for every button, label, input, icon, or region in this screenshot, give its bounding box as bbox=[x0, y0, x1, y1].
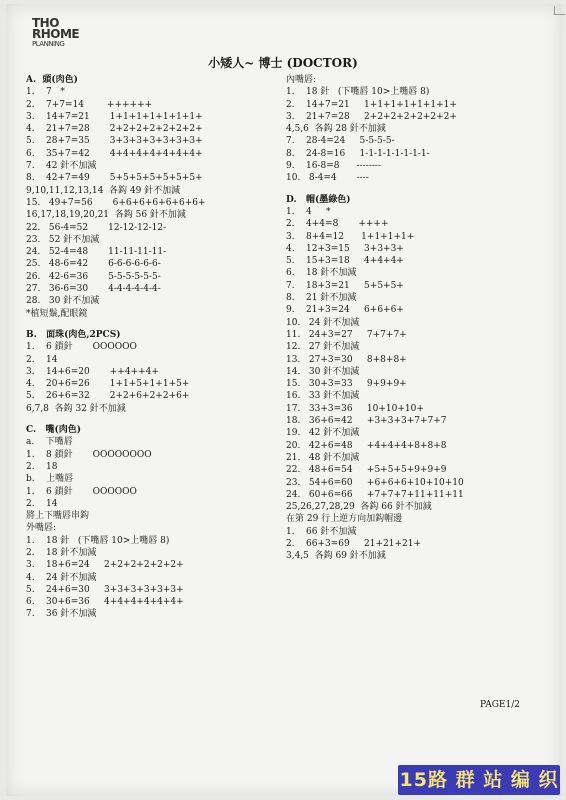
pattern-line: 16,17,18,19,20,21 各鈎 56 針不加減 bbox=[26, 210, 186, 221]
left-column bbox=[26, 74, 276, 621]
pattern-line: 8. 21 針不加減 bbox=[286, 293, 357, 304]
pattern-line: 1. 6 鎖針 OOOOOO bbox=[26, 342, 137, 353]
publisher-logo bbox=[32, 16, 80, 58]
pattern-line: 3,4,5 各鈎 69 針不加減 bbox=[286, 551, 386, 562]
pattern-line: 3. 21+7=28 2+2+2+2+2+2+2+ bbox=[286, 111, 457, 122]
pattern-line: 23. 52 針不加減 bbox=[26, 234, 100, 245]
pattern-line: 2. 4+4=8 ++++ bbox=[286, 219, 389, 230]
page-number: PAGE1/2 bbox=[480, 700, 520, 710]
pattern-line: 25,26,27,28,29 各鈎 66 針不加減 bbox=[286, 502, 432, 513]
pattern-line: 13. 27+3=30 8+8+8+ bbox=[286, 354, 407, 365]
pattern-line: 5. 28+7=35 3+3+3+3+3+3+3+ bbox=[26, 136, 203, 147]
section-heading: C. 嘴(肉色) bbox=[26, 425, 82, 436]
pattern-line: 26. 42-6=36 5-5-5-5-5-5- bbox=[26, 271, 161, 282]
pattern-line: 15. 49+7=56 6+6+6+6+6+6+6+ bbox=[26, 197, 206, 208]
pattern-line: 1. 4 * bbox=[286, 206, 331, 217]
right-column bbox=[286, 74, 536, 563]
pattern-line: 5. 15+3=18 4+4+4+ bbox=[286, 256, 404, 267]
pattern-line: 4. 21+7=28 2+2+2+2+2+2+2+ bbox=[26, 124, 203, 135]
pattern-line: a. 下嘴唇 bbox=[26, 437, 73, 448]
logo-line-2: RHOME bbox=[32, 27, 80, 41]
pattern-line: 3. 14+6=20 ++4++4+ bbox=[26, 366, 159, 377]
pattern-line: 2. 14+7=21 1+1+1+1+1+1+1+ bbox=[286, 99, 457, 110]
pattern-line: 24. 60+6=66 +7+7+7+11+11+11 bbox=[286, 489, 464, 500]
pattern-line: 12. 27 針不加減 bbox=[286, 342, 360, 353]
section-heading: B. 面珠(肉色,2PCS) bbox=[26, 329, 121, 340]
pattern-line: 16. 33 針不加減 bbox=[286, 391, 360, 402]
pattern-line: 將上下嘴唇串鈎 bbox=[26, 511, 90, 522]
pattern-line: 8. 42+7=49 5+5+5+5+5+5+5+ bbox=[26, 173, 203, 184]
pattern-line: 18. 36+6=42 +3+3+3+7+7+7 bbox=[286, 416, 447, 427]
pattern-line: 20. 42+6=48 +4+4+4+8+8+8 bbox=[286, 440, 447, 451]
pattern-line: 4. 12+3=15 3+3+3+ bbox=[286, 243, 404, 254]
pattern-line: 23. 54+6=60 +6+6+6+10+10+10 bbox=[286, 477, 464, 488]
pattern-line: 6. 30+6=36 4+4+4+4+4+4+ bbox=[26, 597, 184, 608]
pattern-line: 5. 26+6=32 2+2+6+2+2+6+ bbox=[26, 391, 190, 402]
pattern-line: 10. 24 針不加減 bbox=[286, 317, 360, 328]
pattern-line: 3. 14+7=21 1+1+1+1+1+1+1+ bbox=[26, 111, 203, 122]
pattern-line: 21. 48 針不加減 bbox=[286, 452, 360, 463]
watermark-badge: 15路 群 站 编 织 bbox=[398, 765, 560, 795]
pattern-line: 5. 24+6=30 3+3+3+3+3+3+ bbox=[26, 584, 184, 595]
pattern-line: 2. 66+3=69 21+21+21+ bbox=[286, 538, 422, 549]
pattern-line: 27. 36-6=30 4-4-4-4-4-4- bbox=[26, 284, 161, 295]
pattern-line: 19. 42 針不加減 bbox=[286, 428, 360, 439]
pattern-line: 6,7,8 各鈎 32 針不加減 bbox=[26, 403, 126, 414]
pattern-line: 在第 29 行上逆方向加鈎帽邊 bbox=[286, 514, 403, 525]
section-heading: A. 頭(肉色) bbox=[26, 75, 78, 85]
pattern-line: 7. 28-4=24 5-5-5-5- bbox=[286, 136, 395, 147]
pattern-line: 4. 20+6=26 1+1+5+1+1+5+ bbox=[26, 379, 190, 390]
pattern-line: b. 上嘴唇 bbox=[26, 474, 74, 485]
pattern-line: 1. 18 針 (下嘴唇 10>上嘴唇 8) bbox=[26, 535, 170, 546]
pattern-line: 1. 7 * bbox=[26, 87, 65, 98]
section-heading: D. 帽(墨綠色) bbox=[286, 194, 351, 205]
pattern-line: 2. 7+7=14 ++++++ bbox=[26, 99, 153, 110]
pattern-line: 22. 48+6=54 +5+5+5+9+9+9 bbox=[286, 465, 447, 476]
pattern-line: 17. 33+3=36 10+10+10+ bbox=[286, 403, 424, 414]
pattern-line: 7. 36 針不加減 bbox=[26, 609, 97, 620]
pattern-line: 14. 30 針不加減 bbox=[286, 366, 360, 377]
pattern-line: 6. 35+7=42 4+4+4+4+4+4+4+ bbox=[26, 148, 203, 159]
section-gap bbox=[26, 320, 276, 329]
pattern-line: 22. 56-4=52 12-12-12-12- bbox=[26, 222, 167, 233]
pattern-line: 1. 18 針 (下嘴唇 10>上嘴唇 8) bbox=[286, 87, 430, 98]
pattern-line: 11. 24+3=27 7+7+7+ bbox=[286, 329, 407, 340]
pattern-line: 4,5,6 各鈎 28 針不加減 bbox=[286, 124, 386, 135]
pattern-line: 外嘴唇: bbox=[26, 523, 57, 534]
pattern-line: 9,10,11,12,13,14 各鈎 49 針不加減 bbox=[26, 185, 181, 196]
page-title: 小矮人~ 博士 (DOCTOR) bbox=[208, 56, 358, 70]
pattern-line: 28. 30 針不加減 bbox=[26, 296, 100, 307]
pattern-line: 2. 14 bbox=[26, 354, 58, 365]
pattern-line: 15. 30+3=33 9+9+9+ bbox=[286, 379, 407, 390]
pattern-line: 9. 21+3=24 6+6+6+ bbox=[286, 305, 404, 316]
pattern-line: 10. 8-4=4 ---- bbox=[286, 173, 369, 184]
logo-line-3: PLANNING bbox=[32, 40, 65, 48]
pattern-line: 24. 52-4=48 11-11-11-11- bbox=[26, 247, 167, 258]
pattern-line: 6. 18 針不加減 bbox=[286, 268, 357, 279]
logo-line-1: THO bbox=[32, 16, 59, 30]
pattern-line: 7. 42 針不加減 bbox=[26, 161, 97, 172]
pattern-line: 1. 6 鎖針 OOOOOO bbox=[26, 486, 137, 497]
pattern-line: 2. 18 bbox=[26, 461, 58, 472]
corner-mark bbox=[554, 6, 565, 15]
pattern-line: 2. 18 針不加減 bbox=[26, 547, 97, 558]
pattern-line: 2. 14 bbox=[26, 498, 58, 509]
pattern-line: *植短鬚,配眼鏡 bbox=[26, 308, 88, 319]
pattern-line: 9. 16-8=8 -------- bbox=[286, 161, 382, 172]
section-gap bbox=[26, 415, 276, 424]
pattern-line: 1. 8 鎖針 OOOOOOOO bbox=[26, 449, 152, 460]
pattern-line: 內嘴唇: bbox=[286, 75, 317, 85]
pattern-line: 3. 18+6=24 2+2+2+2+2+2+ bbox=[26, 560, 184, 571]
section-gap bbox=[286, 185, 536, 194]
pattern-line: 8. 24-8=16 1-1-1-1-1-1-1-1- bbox=[286, 148, 430, 159]
pattern-line: 25. 48-6=42 6-6-6-6-6-6- bbox=[26, 259, 161, 270]
pattern-line: 1. 66 針不加減 bbox=[286, 526, 357, 537]
pattern-line: 7. 18+3=21 5+5+5+ bbox=[286, 280, 404, 291]
pattern-line: 3. 8+4=12 1+1+1+1+ bbox=[286, 231, 415, 242]
pattern-line: 4. 24 針不加減 bbox=[26, 572, 97, 583]
